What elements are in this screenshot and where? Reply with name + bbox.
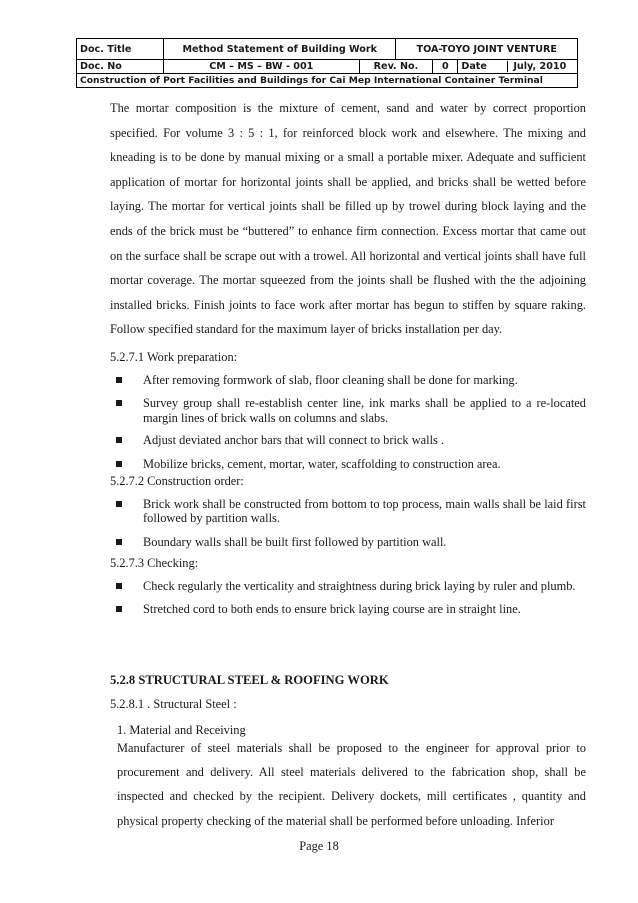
bullet-icon (116, 539, 122, 545)
bullet-text: Stretched cord to both ends to ensure brick laying course are in straight line. (143, 602, 521, 617)
intro-paragraph (110, 96, 586, 342)
bullet-text: Survey group shall re-establish center line, ink marks shall be applied to a re-located margin lines of brick walls on columns and slabs. (143, 396, 586, 425)
bullet-icon (116, 377, 122, 383)
list-item (116, 396, 586, 425)
rev-no-value: 0 (433, 60, 458, 74)
date-value: July, 2010 (507, 61, 566, 72)
doc-no-value: CM – MS – BW - 001 (164, 60, 360, 74)
rev-no-label: Rev. No. (359, 60, 433, 74)
bullet-icon (116, 437, 122, 443)
section-5271-title: 5.2.7.1 Work preparation: (110, 350, 238, 364)
list-item (116, 579, 586, 593)
document-header-table (76, 38, 578, 88)
bullet-text: After removing formwork of slab, floor cleaning shall be done for marking. (143, 373, 518, 387)
doc-no-label: Doc. No (77, 60, 164, 74)
section-528-heading: 5.2.8 STRUCTURAL STEEL & ROOFING WORK (110, 673, 389, 687)
section-5272-list (116, 497, 586, 549)
section-5281-title: 5.2.8.1 . Structural Steel : (110, 697, 237, 711)
bullet-text: Boundary walls shall be built first followed by partition wall. (143, 534, 447, 549)
section-5273-list (116, 579, 586, 617)
item-material-receiving: 1. Material and Receiving (117, 723, 246, 737)
list-item (116, 497, 586, 526)
bullet-icon (116, 400, 122, 406)
section-5271-list (116, 373, 586, 471)
section-5273-title: 5.2.7.3 Checking: (110, 556, 199, 570)
company-name: TOA-TOYO JOINT VENTURE (396, 39, 578, 60)
list-item (116, 602, 586, 616)
bullet-icon (116, 501, 122, 507)
doc-title-label: Doc. Title (77, 39, 164, 60)
bullet-icon (116, 461, 122, 467)
project-title: Construction of Port Facilities and Buildings for Cai Mep International Container Terminal (77, 74, 578, 88)
intro-text: The mortar composition is the mixture of cement, sand and water by correct proportion specified. For volume 3 : 5 : 1, for reinforced block work and elsewhere. The mixing and kneading is to be done by manual mixing or a small a portable mixer. Adequate and sufficient application of mortar for horizontal joints shall be applied, and bricks shall be wetted before laying. The mortar for vertical joints shall be filled up by trowel during block laying and the ends of the brick must be “buttered” to enhance firm connection. Excess mortar that came out on the surface shall be scrape out with a trowel. All horizontal and vertical joints shall have full mortar coverage. The mortar squeezed from the joints shall be flushed with the the adjoining installed bricks. Finish joints to face work after mortar has begun to stiffen by square raking. Follow specified standard for the maximum layer of bricks installation per day. (110, 101, 586, 337)
page-number: Page 18 (299, 839, 339, 853)
bullet-text: Adjust deviated anchor bars that will connect to brick walls . (143, 433, 445, 448)
date-cell (458, 60, 578, 74)
bullet-text: Brick work shall be constructed from bottom to top process, main walls shall be laid first followed by partition walls. (143, 497, 586, 526)
list-item (116, 457, 586, 471)
bullet-text: Check regularly the verticality and straightness during brick laying by ruler and plumb. (143, 579, 576, 593)
bullet-icon (116, 583, 122, 589)
list-item (116, 373, 586, 387)
section-5272-title: 5.2.7.2 Construction order: (110, 474, 244, 488)
doc-title-value: Method Statement of Building Work (164, 39, 396, 60)
bullet-icon (116, 606, 122, 612)
date-label: Date (461, 61, 487, 72)
list-item (116, 535, 586, 549)
list-item (116, 433, 586, 447)
material-paragraph: Manufacturer of steel materials shall be proposed to the engineer for approval prior to procurement and delivery. All steel materials delivered to the fabrication shop, shall be inspected and checked by the recipient. Delivery dockets, mill certificates , quantity and physical property checking of the material shall be performed before unloading. Inferior (117, 741, 586, 828)
bullet-text: Mobilize bricks, cement, mortar, water, scaffolding to construction area. (143, 456, 501, 471)
